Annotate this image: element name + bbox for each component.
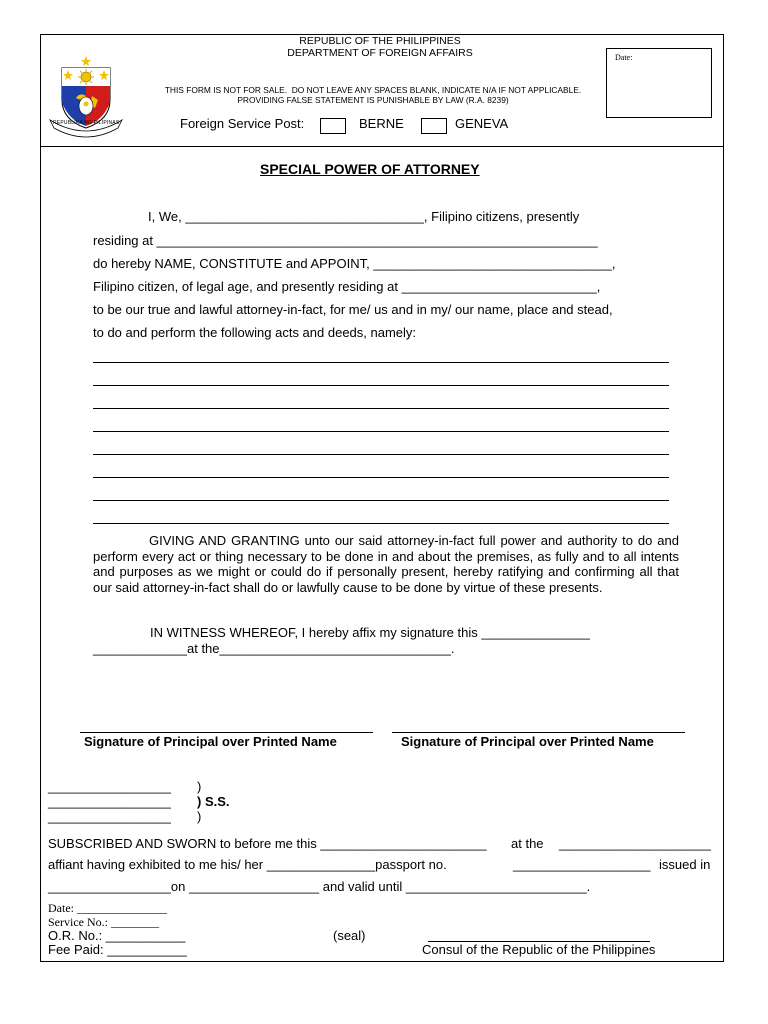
header-divider — [40, 146, 724, 147]
principal-name-line[interactable]: I, We, _________________________________, Filipino citizens, presently — [148, 209, 580, 224]
principal-address-line[interactable]: residing at _____________________________________________________________ — [93, 233, 598, 248]
acts-line-7[interactable] — [93, 500, 669, 501]
venue-blank-3[interactable]: _________________ — [48, 809, 171, 824]
giving-and-granting-paragraph: GIVING AND GRANTING unto our said attorney-in-fact full power and authority to do and perform every act or thing necessary to be done in and about the premises, as fully and to all intents and purposes as we might or could do if personally present, hereby ratifying and confirming all that our said attorney-in-fact shall do or lawfully cause to be done by virtue of these presents. — [93, 533, 679, 595]
jurat-at-the: at the — [511, 836, 544, 851]
republic-heading: REPUBLIC OF THE PHILIPPINES — [299, 35, 461, 47]
acts-intro: to do and perform the following acts and deeds, namely: — [93, 325, 417, 340]
document-title: SPECIAL POWER OF ATTORNEY — [260, 161, 480, 177]
signature-caption-2: Signature of Principal over Printed Name — [401, 734, 654, 749]
signature-caption-1: Signature of Principal over Printed Name — [84, 734, 337, 749]
venue-blank-2[interactable]: _________________ — [48, 794, 171, 809]
berne-checkbox[interactable] — [320, 118, 346, 134]
acts-line-4[interactable] — [93, 431, 669, 432]
acts-line-8[interactable] — [93, 523, 669, 524]
acts-line-5[interactable] — [93, 454, 669, 455]
venue-ss: ) S.S. — [197, 794, 230, 809]
jurat-line-2[interactable]: affiant having exhibited to me his/ her _______________passport no. — [48, 857, 447, 872]
passport-number-blank[interactable]: ___________________ — [513, 857, 651, 872]
attorney-name-line[interactable]: do hereby NAME, CONSTITUTE and APPOINT, _________________________________, — [93, 256, 616, 271]
acts-line-6[interactable] — [93, 477, 669, 478]
geneva-label: GENEVA — [455, 116, 509, 131]
footer-or-no[interactable]: O.R. No.: ___________ — [48, 928, 186, 943]
geneva-checkbox[interactable] — [421, 118, 447, 134]
footer-service-no[interactable]: Service No.: ________ — [48, 915, 159, 929]
foreign-service-post-label: Foreign Service Post: — [180, 116, 305, 131]
acts-line-1[interactable] — [93, 362, 669, 363]
consul-caption: Consul of the Republic of the Philippines — [422, 942, 656, 957]
date-box-label: Date: — [615, 53, 633, 62]
footer-date[interactable]: Date: _______________ — [48, 901, 167, 915]
venue-paren-3: ) — [197, 809, 202, 824]
jurat-line-1[interactable]: SUBSCRIBED AND SWORN to before me this _______________________ — [48, 836, 487, 851]
attorney-address-line[interactable]: Filipino citizen, of legal age, and presently residing at ___________________________, — [93, 279, 601, 294]
jurat-place-blank[interactable]: _____________________ — [559, 836, 711, 851]
venue-blank-1[interactable]: _________________ — [48, 779, 171, 794]
signature-line-1[interactable] — [80, 732, 373, 733]
seal-placeholder: (seal) — [333, 928, 366, 943]
notice-line-1: THIS FORM IS NOT FOR SALE. DO NOT LEAVE ANY SPACES BLANK, INDICATE N/A IF NOT APPLICABLE. — [164, 85, 582, 95]
issued-in-label: issued in — [659, 857, 711, 872]
acts-line-3[interactable] — [93, 408, 669, 409]
authority-statement: to be our true and lawful attorney-in-fact, for me/ us and in my/ our name, place and stead, — [93, 302, 613, 317]
witness-line-2[interactable]: _____________at the________________________________. — [93, 641, 455, 656]
venue-paren-1: ) — [197, 779, 202, 794]
berne-label: BERNE — [359, 116, 404, 131]
notice-line-2: PROVIDING FALSE STATEMENT IS PUNISHABLE BY LAW (R.A. 8239) — [237, 95, 509, 105]
department-heading: DEPARTMENT OF FOREIGN AFFAIRS — [287, 47, 473, 59]
footer-fee-paid[interactable]: Fee Paid: ___________ — [48, 942, 187, 957]
jurat-line-3[interactable]: _________________on __________________ and valid until _________________________. — [48, 879, 591, 894]
signature-line-2[interactable] — [392, 732, 685, 733]
acts-line-2[interactable] — [93, 385, 669, 386]
witness-line-1[interactable]: IN WITNESS WHEREOF, I hereby affix my signature this _______________ — [150, 625, 590, 640]
seal-ribbon-text: REPUBLIKA NG PILIPINAS — [53, 120, 120, 126]
